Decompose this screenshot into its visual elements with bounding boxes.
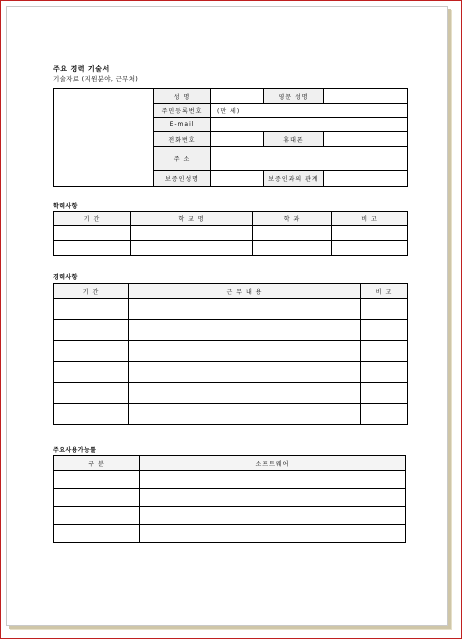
name-field[interactable] [211, 89, 264, 104]
skills-cell[interactable] [140, 525, 406, 543]
education-cell[interactable] [332, 226, 408, 241]
guarantor-name-field[interactable] [211, 171, 264, 187]
career-cell[interactable] [361, 383, 408, 404]
education-cell[interactable] [253, 226, 332, 241]
guarantor-relation-label: 보증인과의 관계 [264, 171, 324, 187]
career-cell[interactable] [129, 320, 361, 341]
career-cell[interactable] [129, 362, 361, 383]
education-cell[interactable] [54, 241, 131, 256]
education-section-label: 학력사항 [53, 203, 78, 210]
education-header: 비 고 [332, 212, 408, 226]
table-row [54, 525, 406, 543]
skills-cell[interactable] [140, 489, 406, 507]
table-row [54, 489, 406, 507]
guarantor-relation-field[interactable] [324, 171, 408, 187]
education-cell[interactable] [131, 241, 253, 256]
career-cell[interactable] [361, 362, 408, 383]
skills-cell[interactable] [54, 507, 140, 525]
email-field[interactable] [211, 118, 408, 132]
skills-cell[interactable] [54, 471, 140, 489]
education-cell[interactable] [332, 241, 408, 256]
career-cell[interactable] [129, 383, 361, 404]
career-header: 비 고 [361, 284, 408, 299]
table-row [54, 320, 408, 341]
career-cell[interactable] [54, 341, 129, 362]
skills-section-label: 주요사용가능툴 [53, 447, 97, 454]
skills-table [53, 455, 406, 543]
career-cell[interactable] [361, 320, 408, 341]
skills-cell[interactable] [54, 489, 140, 507]
career-cell[interactable] [54, 362, 129, 383]
career-cell[interactable] [54, 320, 129, 341]
document-title: 주요 경력 기술서 [53, 65, 110, 73]
career-cell[interactable] [54, 404, 129, 425]
career-cell[interactable] [129, 299, 361, 320]
mobile-field[interactable] [324, 132, 408, 147]
table-row [54, 241, 408, 256]
table-row [54, 471, 406, 489]
table-row [54, 299, 408, 320]
table-row [54, 226, 408, 241]
education-cell[interactable] [54, 226, 131, 241]
career-cell[interactable] [129, 404, 361, 425]
table-row [54, 383, 408, 404]
id-number-label: 주민등록번호 [154, 104, 211, 118]
education-header: 학 교 명 [131, 212, 253, 226]
phone-label: 전화번호 [154, 132, 211, 147]
skills-cell[interactable] [140, 507, 406, 525]
photo-box[interactable] [54, 89, 154, 187]
english-name-label: 영문 성명 [264, 89, 324, 104]
career-cell[interactable] [361, 404, 408, 425]
education-cell[interactable] [131, 226, 253, 241]
table-row [54, 404, 408, 425]
education-header: 학 과 [253, 212, 332, 226]
guarantor-name-label: 보증인성명 [154, 171, 211, 187]
skills-header: 구 분 [54, 456, 140, 471]
english-name-field[interactable] [324, 89, 408, 104]
career-cell[interactable] [129, 341, 361, 362]
career-header: 근 무 내 용 [129, 284, 361, 299]
table-row [54, 341, 408, 362]
personal-info-table [53, 88, 408, 187]
email-label: E-mail [154, 118, 211, 132]
address-field[interactable] [211, 147, 408, 171]
address-label: 주 소 [154, 147, 211, 171]
skills-cell[interactable] [54, 525, 140, 543]
career-cell[interactable] [54, 383, 129, 404]
career-section-label: 경력사항 [53, 274, 78, 281]
table-row [54, 362, 408, 383]
career-cell[interactable] [54, 299, 129, 320]
name-label: 성 명 [154, 89, 211, 104]
id-number-field[interactable]: (만 세) [211, 104, 408, 118]
career-cell[interactable] [361, 299, 408, 320]
skills-header: 소프트웨어 [140, 456, 406, 471]
document-subtitle: 기술자료 (지원분야, 근무처) [53, 75, 139, 83]
career-header: 기 간 [54, 284, 129, 299]
career-cell[interactable] [361, 341, 408, 362]
education-header: 기 간 [54, 212, 131, 226]
phone-field[interactable] [211, 132, 264, 147]
table-row [54, 507, 406, 525]
education-table [53, 211, 408, 256]
career-table [53, 283, 408, 425]
mobile-label: 휴대폰 [264, 132, 324, 147]
skills-cell[interactable] [140, 471, 406, 489]
education-cell[interactable] [253, 241, 332, 256]
